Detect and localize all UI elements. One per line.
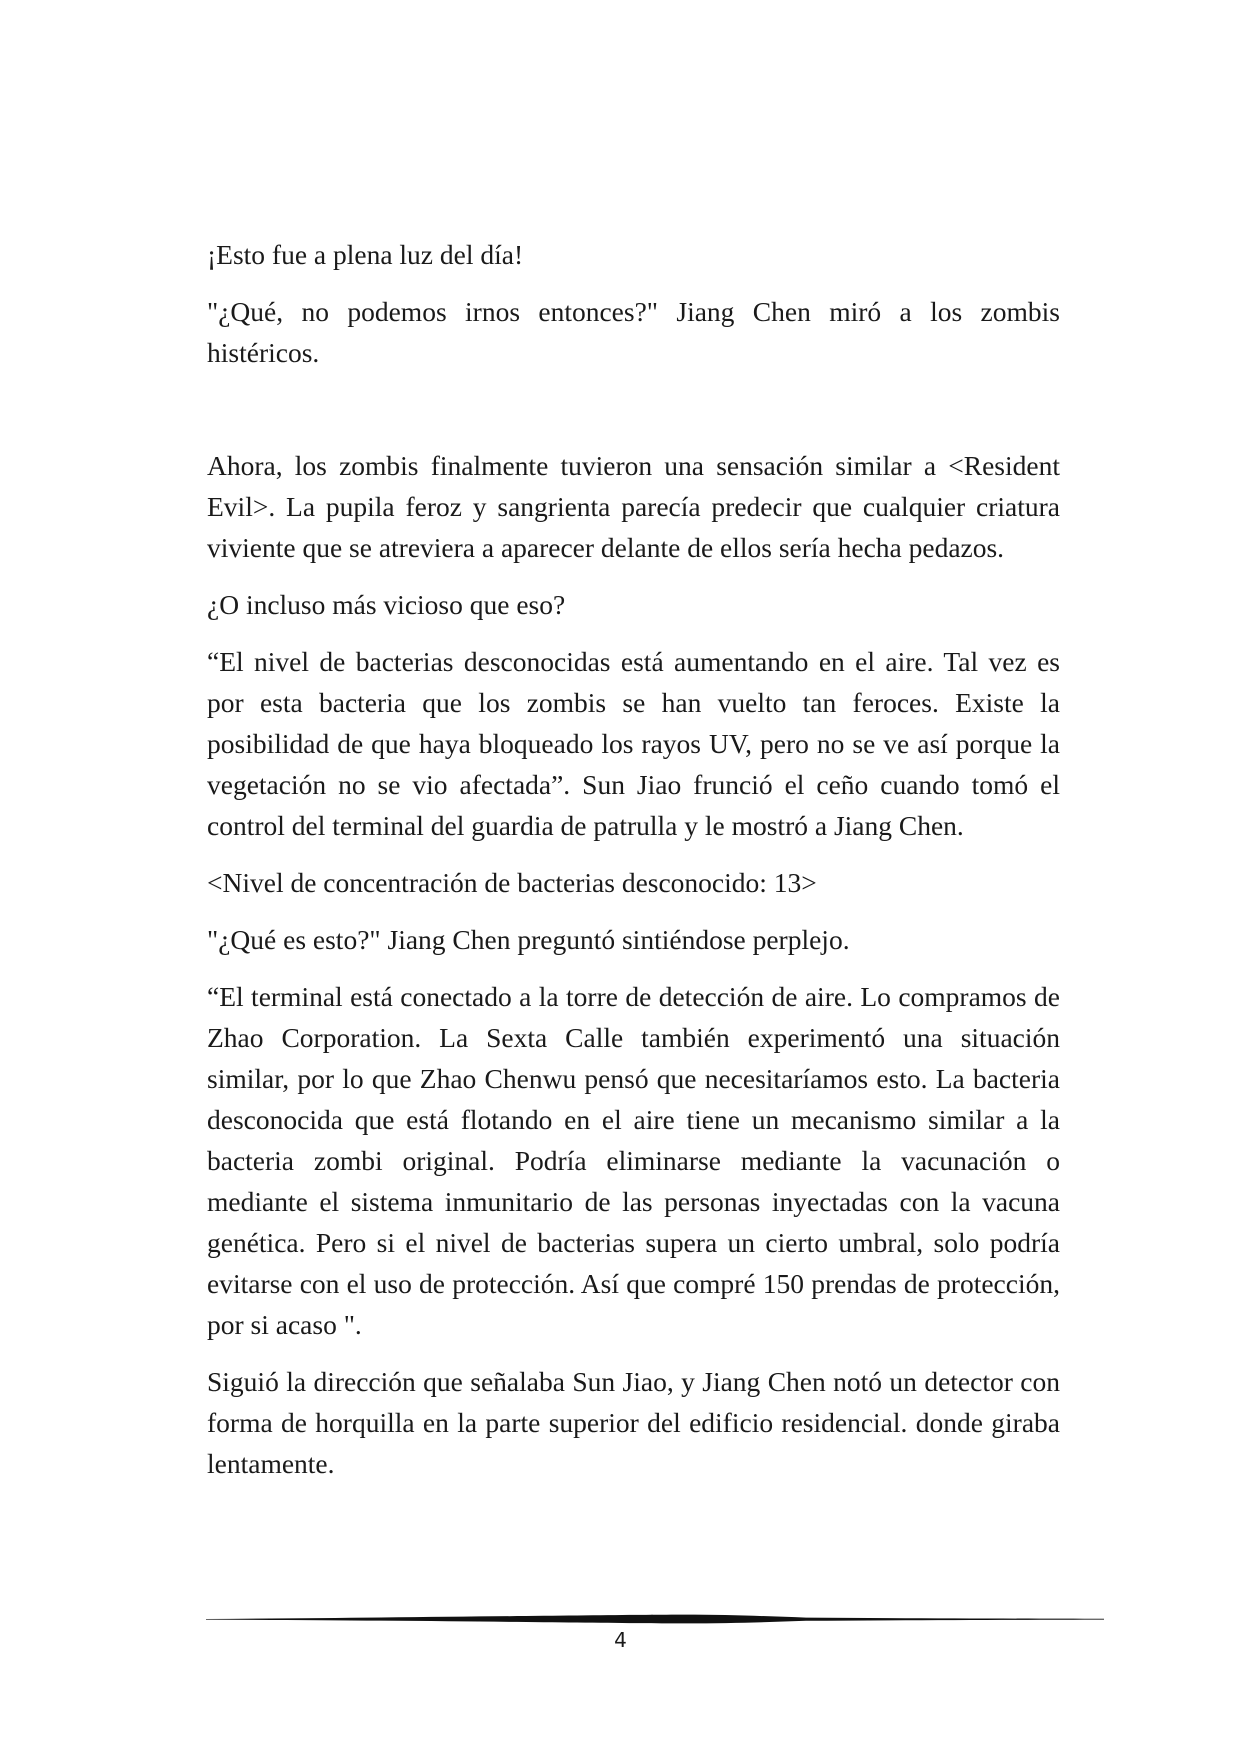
paragraph-6: <Nivel de concentración de bacterias desconocido: 13> [207,867,817,898]
paragraph-2: "¿Qué, no podemos irnos entonces?" Jiang Chen miró a los zombis histéricos. [207,296,1060,368]
paragraph-5: “El nivel de bacterias desconocidas está aumentando en el aire. Tal vez es por esta bacteria que los zombis se han vuelto tan feroces. Existe la posibilidad de que haya bloqueado los rayos UV, pero no se ve así porque la vegetación no se vio afectada”. Sun Jiao frunció el ceño cuando tomó el control del terminal del guardia de patrulla y le mostró a Jiang Chen. [207,646,1060,841]
paragraph-8: “El terminal está conectado a la torre de detección de aire. Lo compramos de Zhao Corporation. La Sexta Calle también experimentó una situación similar, por lo que Zhao Chenwu pensó que necesitaríamos esto. La bacteria desconocida que está flotando en el aire tiene un mecanismo similar a la bacteria zombi original. Podría eliminarse mediante la vacunación o mediante el sistema inmunitario de las personas inyectadas con la vacuna genética. Pero si el nivel de bacterias supera un cierto umbral, solo podría evitarse con el uso de protección. Así que compré 150 prendas de protección, por si acaso ". [207,981,1060,1340]
paragraph-3: Ahora, los zombis finalmente tuvieron una sensación similar a <Resident Evil>. La pupila feroz y sangrienta parecía predecir que cualquier criatura viviente que se atreviera a aparecer delante de ellos sería hecha pedazos. [207,450,1060,563]
paragraph-9: Siguió la dirección que señalaba Sun Jiao, y Jiang Chen notó un detector con forma de horquilla en la parte superior del edificio residencial. donde giraba lentamente. [207,1366,1060,1479]
body-text [207,234,1060,1500]
paragraph-7: "¿Qué es esto?" Jiang Chen preguntó sintiéndose perplejo. [207,924,850,955]
paragraph-4: ¿O incluso más vicioso que eso? [207,589,566,620]
page-number: 4 [614,1628,627,1652]
footer-divider [206,1612,1104,1626]
paragraph-1: ¡Esto fue a plena luz del día! [207,239,524,270]
